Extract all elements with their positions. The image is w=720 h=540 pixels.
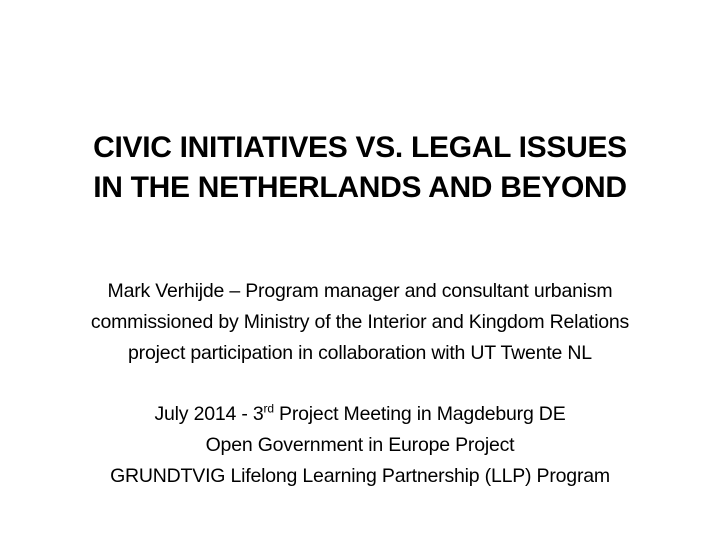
meeting-block	[10, 399, 710, 492]
ordinal-superscript: rd	[263, 401, 274, 416]
slide-title	[20, 128, 700, 208]
title-line-2: IN THE NETHERLANDS AND BEYOND	[93, 171, 627, 204]
author-block	[10, 276, 710, 369]
title-line-1: CIVIC INITIATIVES VS. LEGAL ISSUES	[93, 131, 627, 164]
author-line: Mark Verhijde – Program manager and consultant urbanism	[107, 280, 613, 302]
meeting-date-suffix: Project Meeting in Magdeburg DE	[273, 403, 566, 425]
commission-line: commissioned by Ministry of the Interior and Kingdom Relations	[90, 311, 630, 333]
participation-line: project participation in collaboration with UT Twente NL	[128, 342, 592, 364]
meeting-date-prefix: July 2014 - 3	[154, 403, 264, 425]
project-line: Open Government in Europe Project	[205, 434, 515, 456]
meeting-date-line	[10, 399, 710, 430]
program-line: GRUNDTVIG Lifelong Learning Partnership (LLP) Program	[110, 465, 610, 487]
